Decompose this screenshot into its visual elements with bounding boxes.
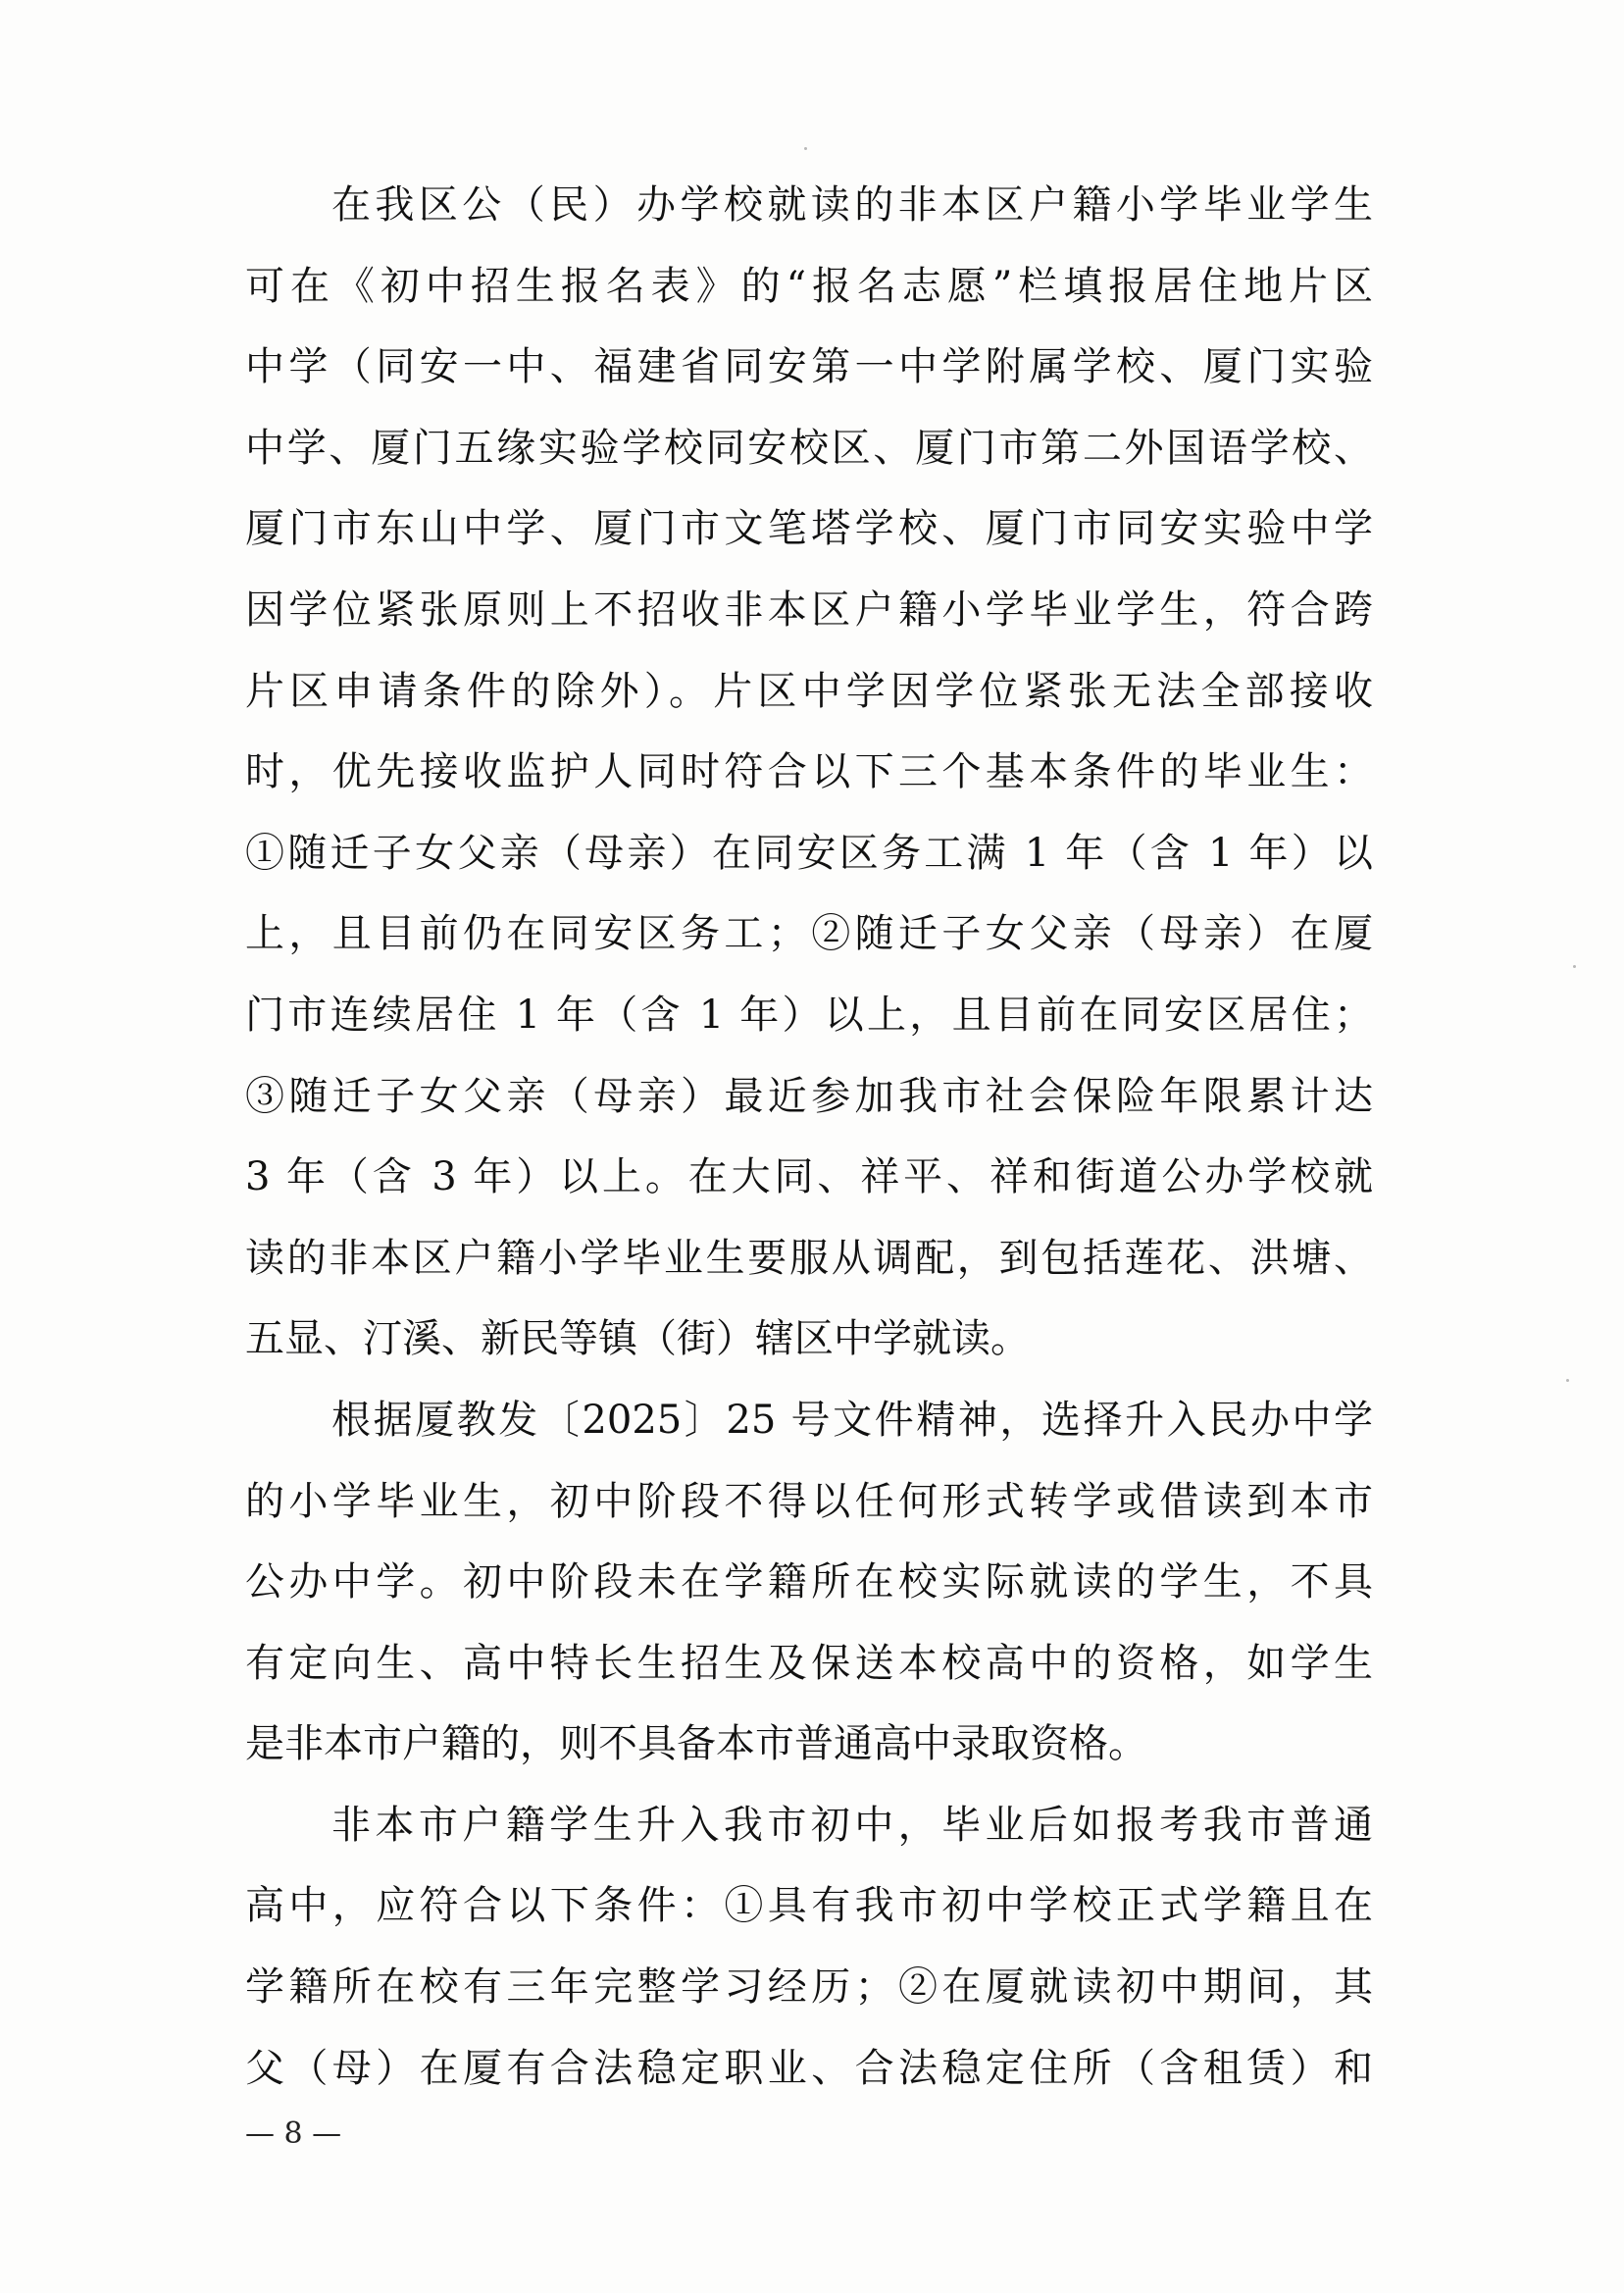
paragraph-1-line-15: 五显、汀溪、新民等镇（街）辖区中学就读。 [245, 1316, 1030, 1362]
paragraph-1-line-8: 时，优先接收监护人同时符合以下三个基本条件的毕业生： [245, 749, 1373, 795]
paragraph-1-line-11: 门市连续居住 1 年（含 1 年）以上，且目前在同安区居住； [245, 992, 1373, 1038]
paragraph-3-line-4: 父（母）在厦有合法稳定职业、合法稳定住所（含租赁）和 [245, 2045, 1373, 2091]
paragraph-3-line-3: 学籍所在校有三年完整学习经历；②在厦就读初中期间，其 [245, 1964, 1373, 2011]
paragraph-1-line-6: 因学位紧张原则上不招收非本区户籍小学毕业学生，符合跨 [245, 586, 1373, 633]
paragraph-1-line-9: ①随迁子女父亲（母亲）在同安区务工满 1 年（含 1 年）以 [245, 830, 1373, 876]
paragraph-2-line-1: 根据厦教发〔2025〕25 号文件精神，选择升入民办中学 [331, 1397, 1373, 1443]
paragraph-3-line-1: 非本市户籍学生升入我市初中，毕业后如报考我市普通 [331, 1802, 1373, 1848]
paragraph-1-line-4: 中学、厦门五缘实验学校同安校区、厦门市第二外国语学校、 [245, 425, 1373, 471]
paragraph-1-line-10: 上，且目前仍在同安区务工；②随迁子女父亲（母亲）在厦 [245, 911, 1373, 957]
paragraph-3-line-2: 高中，应符合以下条件：①具有我市初中学校正式学籍且在 [245, 1883, 1373, 1929]
page-number: — 8 — [245, 2116, 342, 2151]
paragraph-2-line-3: 公办中学。初中阶段未在学籍所在校实际就读的学生，不具 [245, 1559, 1373, 1605]
paragraph-1-line-7: 片区申请条件的除外）。片区中学因学位紧张无法全部接收 [245, 668, 1373, 714]
paragraph-1-line-12: ③随迁子女父亲（母亲）最近参加我市社会保险年限累计达 [245, 1073, 1373, 1119]
paragraph-1-line-13: 3 年（含 3 年）以上。在大同、祥平、祥和街道公办学校就 [245, 1154, 1373, 1200]
scan-speck [1566, 1379, 1569, 1382]
paragraph-2-line-2: 的小学毕业生，初中阶段不得以任何形式转学或借读到本市 [245, 1478, 1373, 1524]
paragraph-2-line-5: 是非本市户籍的，则不具备本市普通高中录取资格。 [245, 1721, 1147, 1767]
paragraph-2-line-4: 有定向生、高中特长生招生及保送本校高中的资格，如学生 [245, 1640, 1373, 1686]
paragraph-1-line-1: 在我区公（民）办学校就读的非本区户籍小学毕业学生 [331, 182, 1373, 228]
body-text [245, 165, 1373, 2109]
paragraph-1-line-14: 读的非本区户籍小学毕业生要服从调配，到包括莲花、洪塘、 [245, 1235, 1373, 1281]
paragraph-1-line-3: 中学（同安一中、福建省同安第一中学附属学校、厦门实验 [245, 344, 1373, 390]
paragraph-1-line-2: 可在《初中招生报名表》的“报名志愿”栏填报居住地片区 [245, 263, 1373, 309]
paragraph-1-line-5: 厦门市东山中学、厦门市文笔塔学校、厦门市同安实验中学 [245, 506, 1373, 552]
scan-speck [804, 147, 807, 150]
scan-speck [1573, 965, 1576, 968]
